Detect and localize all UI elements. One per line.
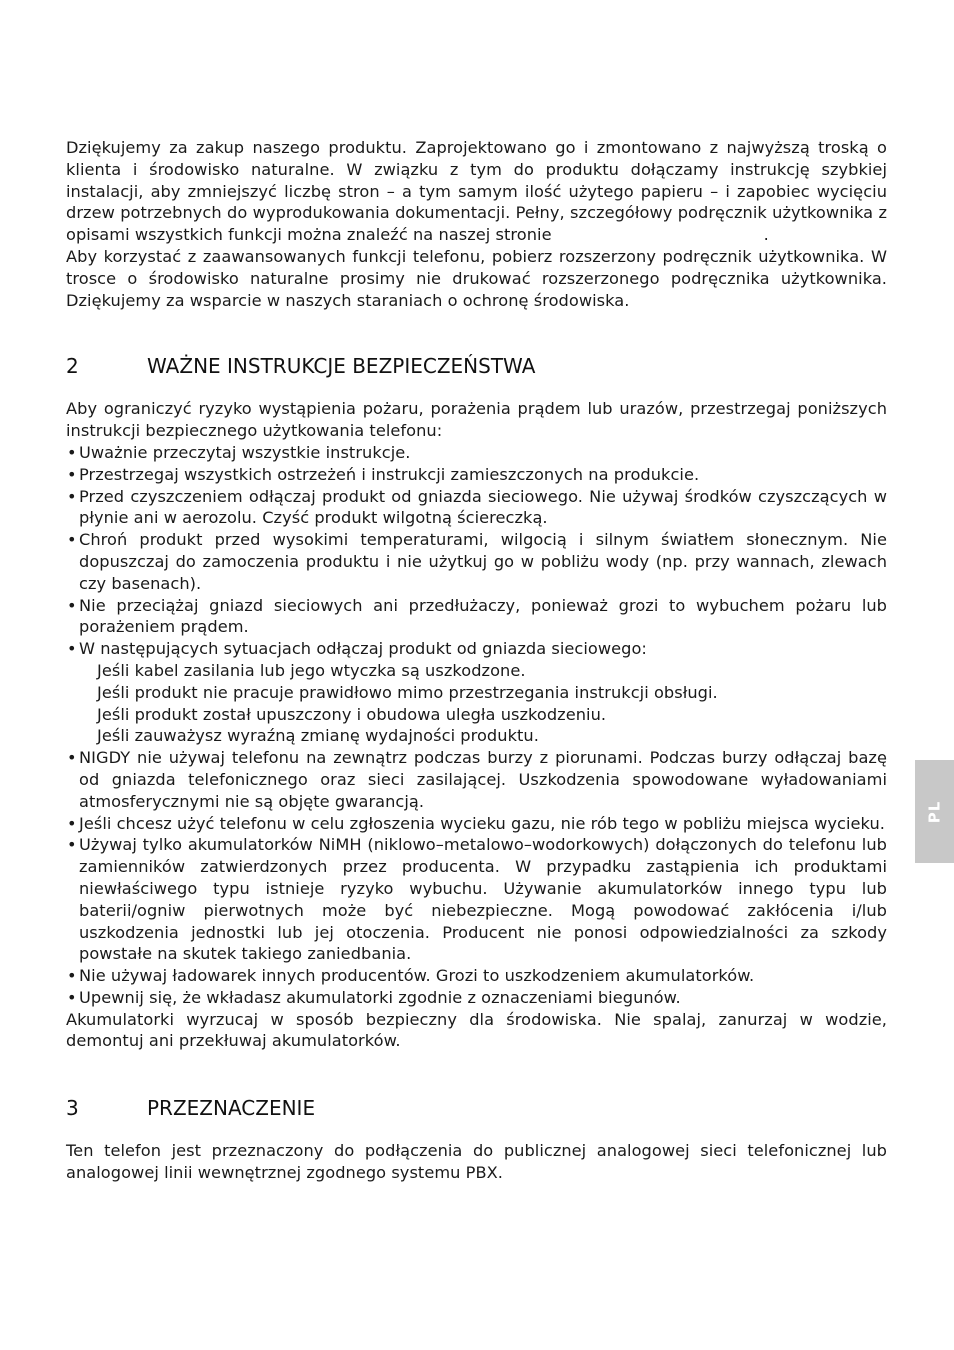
section-2-closing: Akumulatorki wyrzucaj w sposób bezpieczny dla środowiska. Nie spalaj, zanurzaj w wodzie, demontuj ani przekłuwaj akumulatorków.: [66, 1009, 887, 1051]
list-item: • Jeśli chcesz użyć telefonu w celu zgłoszenia wycieku gazu, nie rób tego w pobliżu miejsca wycieku.: [66, 813, 887, 835]
list-item-with-subitems: [66, 638, 887, 747]
list-item: • Chroń produkt przed wysokimi temperaturami, wilgocią i silnym światłem słonecznym. Nie dopuszczaj do zamoczenia produktu i nie użytkuj go w pobliżu wody (np. przy wannach, zlewach czy basenach).: [66, 529, 887, 594]
intro-paragraph-1-text: Dziękujemy za zakup naszego produktu. Zaprojektowano go i zmontowano z najwyższą troską o klienta i środowisko naturalne. W związku z tym do produktu dołączamy instrukcję szybkiej instalacji, aby zmniejszyć liczbę stron – a tym samym ilość użytego papieru – i zapobiec wycięciu drzew potrzebnych do wyprodukowania dokumentacji. Pełny, szczegółowy podręcznik użytkownika z opisami wszystkich funkcji można znaleźć na naszej stronie: [66, 138, 887, 245]
section-2-number: 2: [66, 354, 79, 379]
safety-section: [66, 353, 887, 1052]
sub-list-item: Jeśli produkt nie pracuje prawidłowo mimo przestrzegania instrukcji obsługi.: [97, 682, 718, 702]
sub-list-item: Jeśli produkt został upuszczony i obudowa uległa uszkodzeniu.: [97, 704, 607, 724]
list-item: • NIGDY nie używaj telefonu na zewnątrz podczas burzy z piorunami. Podczas burzy odłączaj bazę od gniazda telefonicznego oraz sieci zasilającej. Uszkodzenia spowodowane wyładowaniami atmosferycznymi nie są objęte gwarancją.: [66, 747, 887, 812]
list-item: • Nie przeciążaj gniazd sieciowych ani przedłużaczy, ponieważ grozi to wybuchem pożaru lub porażeniem prądem.: [66, 595, 887, 639]
language-tab: [915, 760, 954, 863]
section-2-heading: [66, 353, 887, 379]
language-tab-label: PL: [925, 800, 944, 823]
list-item: • Upewnij się, że wkładasz akumulatorki zgodnie z oznaczeniami biegunów.: [66, 987, 887, 1009]
intro-paragraph-1: [66, 137, 887, 246]
list-item: • Przed czyszczeniem odłączaj produkt od gniazda sieciowego. Nie używaj środków czyszczących w płynie ani w aerozolu. Czyść produkt wilgotną ściereczką.: [66, 486, 887, 530]
safety-bullet-list: [66, 442, 887, 1009]
section-3-heading: [66, 1095, 887, 1121]
section-3-number: 3: [66, 1096, 79, 1121]
section-3-body: Ten telefon jest przeznaczony do podłączenia do publicznej analogowej sieci telefonicznej lub analogowej linii wewnętrznej zgodnego systemu PBX.: [66, 1141, 887, 1183]
purpose-section: [66, 1095, 887, 1184]
sub-list-item: Jeśli zauważysz wyraźną zmianę wydajności produktu.: [97, 726, 539, 746]
sub-list-item: Jeśli kabel zasilania lub jego wtyczka są uszkodzone.: [97, 660, 526, 680]
list-item: • Nie używaj ładowarek innych producentów. Grozi to uszkodzeniem akumulatorków.: [66, 965, 887, 987]
intro-paragraph-1-end: .: [763, 225, 769, 245]
section-3-title: PRZEZNACZENIE: [147, 1096, 316, 1121]
list-item: • Przestrzegaj wszystkich ostrzeżeń i instrukcji zamieszczonych na produkcie.: [66, 464, 887, 486]
document-page: [66, 137, 887, 1184]
intro-section: [66, 137, 887, 311]
list-item: • Używaj tylko akumulatorków NiMH (niklowo–metalowo–wodorkowych) dołączonych do telefonu lub zamienników zatwierdzonych przez producenta. W przypadku zastąpienia ich produktami niewłaściwego typu istnieje ryzyko wybuchu. Używanie akumulatorków innego typu lub baterii/ogniw pierwotnych może być niebezpieczne. Mogą powodować zakłócenia i/lub uszkodzenia jednostki lub jej otoczenia. Producent nie ponosi odpowiedzialności za szkody powstałe na skutek takiego zaniedbania.: [66, 834, 887, 965]
section-2-lead: Aby ograniczyć ryzyko wystąpienia pożaru, porażenia prądem lub urazów, przestrzegaj poniższych instrukcji bezpiecznego użytkowania telefonu:: [66, 399, 887, 441]
sub-list: [79, 660, 887, 747]
intro-paragraph-2: Aby korzystać z zaawansowanych funkcji telefonu, pobierz rozszerzony podręcznik użytkownika. W trosce o środowisko naturalne prosimy nie drukować rozszerzonego podręcznika użytkownika. Dziękujemy za wsparcie w naszych staraniach o ochronę środowiska.: [66, 246, 887, 310]
list-item: • Uważnie przeczytaj wszystkie instrukcje.: [66, 442, 887, 464]
section-2-title: WAŻNE INSTRUKCJE BEZPIECZEŃSTWA: [147, 354, 536, 379]
list-item-text: W następujących sytuacjach odłączaj produkt od gniazda sieciowego:: [79, 639, 647, 659]
